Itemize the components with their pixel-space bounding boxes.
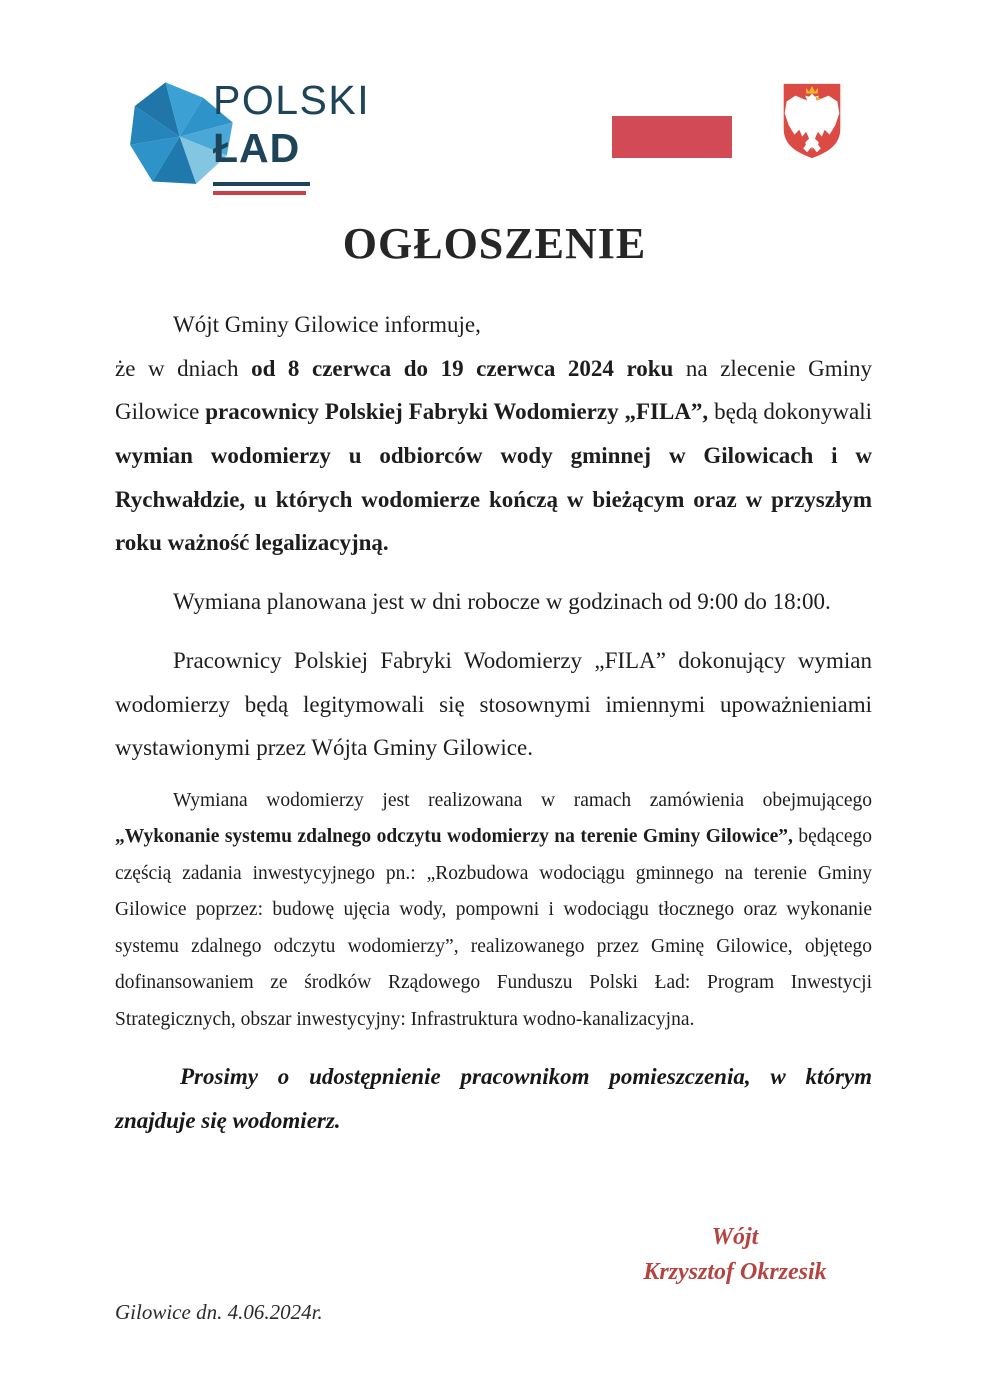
flag-red-stripe: [612, 116, 732, 158]
paragraph-authorization: Pracownicy Polskiej Fabryki Wodomierzy „FILA” dokonujący wymian wodomierzy będą legitymowali się stosownymi imiennymi upoważnieniami wystawionymi przez Wójta Gminy Gilowice.: [115, 647, 872, 761]
paragraph-request: Prosimy o udostępnienie pracownikom pomieszczenia, w którym znajduje się wodomierz.: [115, 1064, 872, 1133]
logo-rule-red: [213, 191, 306, 195]
dateline: Gilowice dn. 4.06.2024r.: [115, 1300, 323, 1324]
logo-text-lad: ŁAD: [213, 125, 301, 171]
signature-block: [590, 1220, 880, 1290]
page-title: OGŁOSZENIE: [342, 219, 647, 268]
announcement-body: [115, 303, 872, 1142]
paragraph-hours: Wymiana planowana jest w dni robocze w godzinach od 9:00 do 18:00.: [173, 589, 831, 615]
paragraph-intro: Wójt Gminy Gilowice informuje,: [173, 312, 481, 337]
paragraph-project-details: Wymiana wodomierzy jest realizowana w ramach zamówienia obejmującego „Wykonanie systemu zdalnego odczytu wodomierzy na terenie Gminy Gilowice”, będącego częścią zadania inwestycyjnego pn.: „Rozbudowa wodociągu gminnego na terenie Gminy Gilowice poprzez: budowę ujęcia wody, pompowni i wodociągu tłocznego oraz wykonanie systemu zdalnego odczytu wodomierzy”, realizowanego przez Gminę Gilowice, objętego dofinansowaniem ze środków Rządowego Funduszu Polski Ład: Program Inwestycji Strategicznych, obszar inwestycyjny: Infrastruktura wodno-kanalizacyjna.: [115, 789, 873, 1030]
poland-flag-icon: [612, 75, 732, 158]
signature-name: Krzysztof Okrzesik: [643, 1258, 827, 1285]
logo-rule-navy: [213, 182, 310, 186]
polski-lad-logo: [213, 77, 371, 195]
flag-white-stripe: [612, 75, 732, 116]
logo-text-polski: POLSKI: [213, 77, 371, 123]
signature-title: Wójt: [711, 1224, 759, 1250]
poland-eagle-emblem-icon: [777, 80, 847, 162]
paragraph-dates: że w dniach od 8 czerwca do 19 czerwca 2024 roku na zlecenie Gminy Gilowice pracownicy Polskiej Fabryki Wodomierzy „FILA”, będą dokonywali wymian wodomierzy u odbiorców wody gminnej w Gilowicach i w Rychwałdzie, u których wodomierze kończą w bieżącym oraz w przyszłym roku ważność legalizacyjną.: [115, 355, 873, 556]
